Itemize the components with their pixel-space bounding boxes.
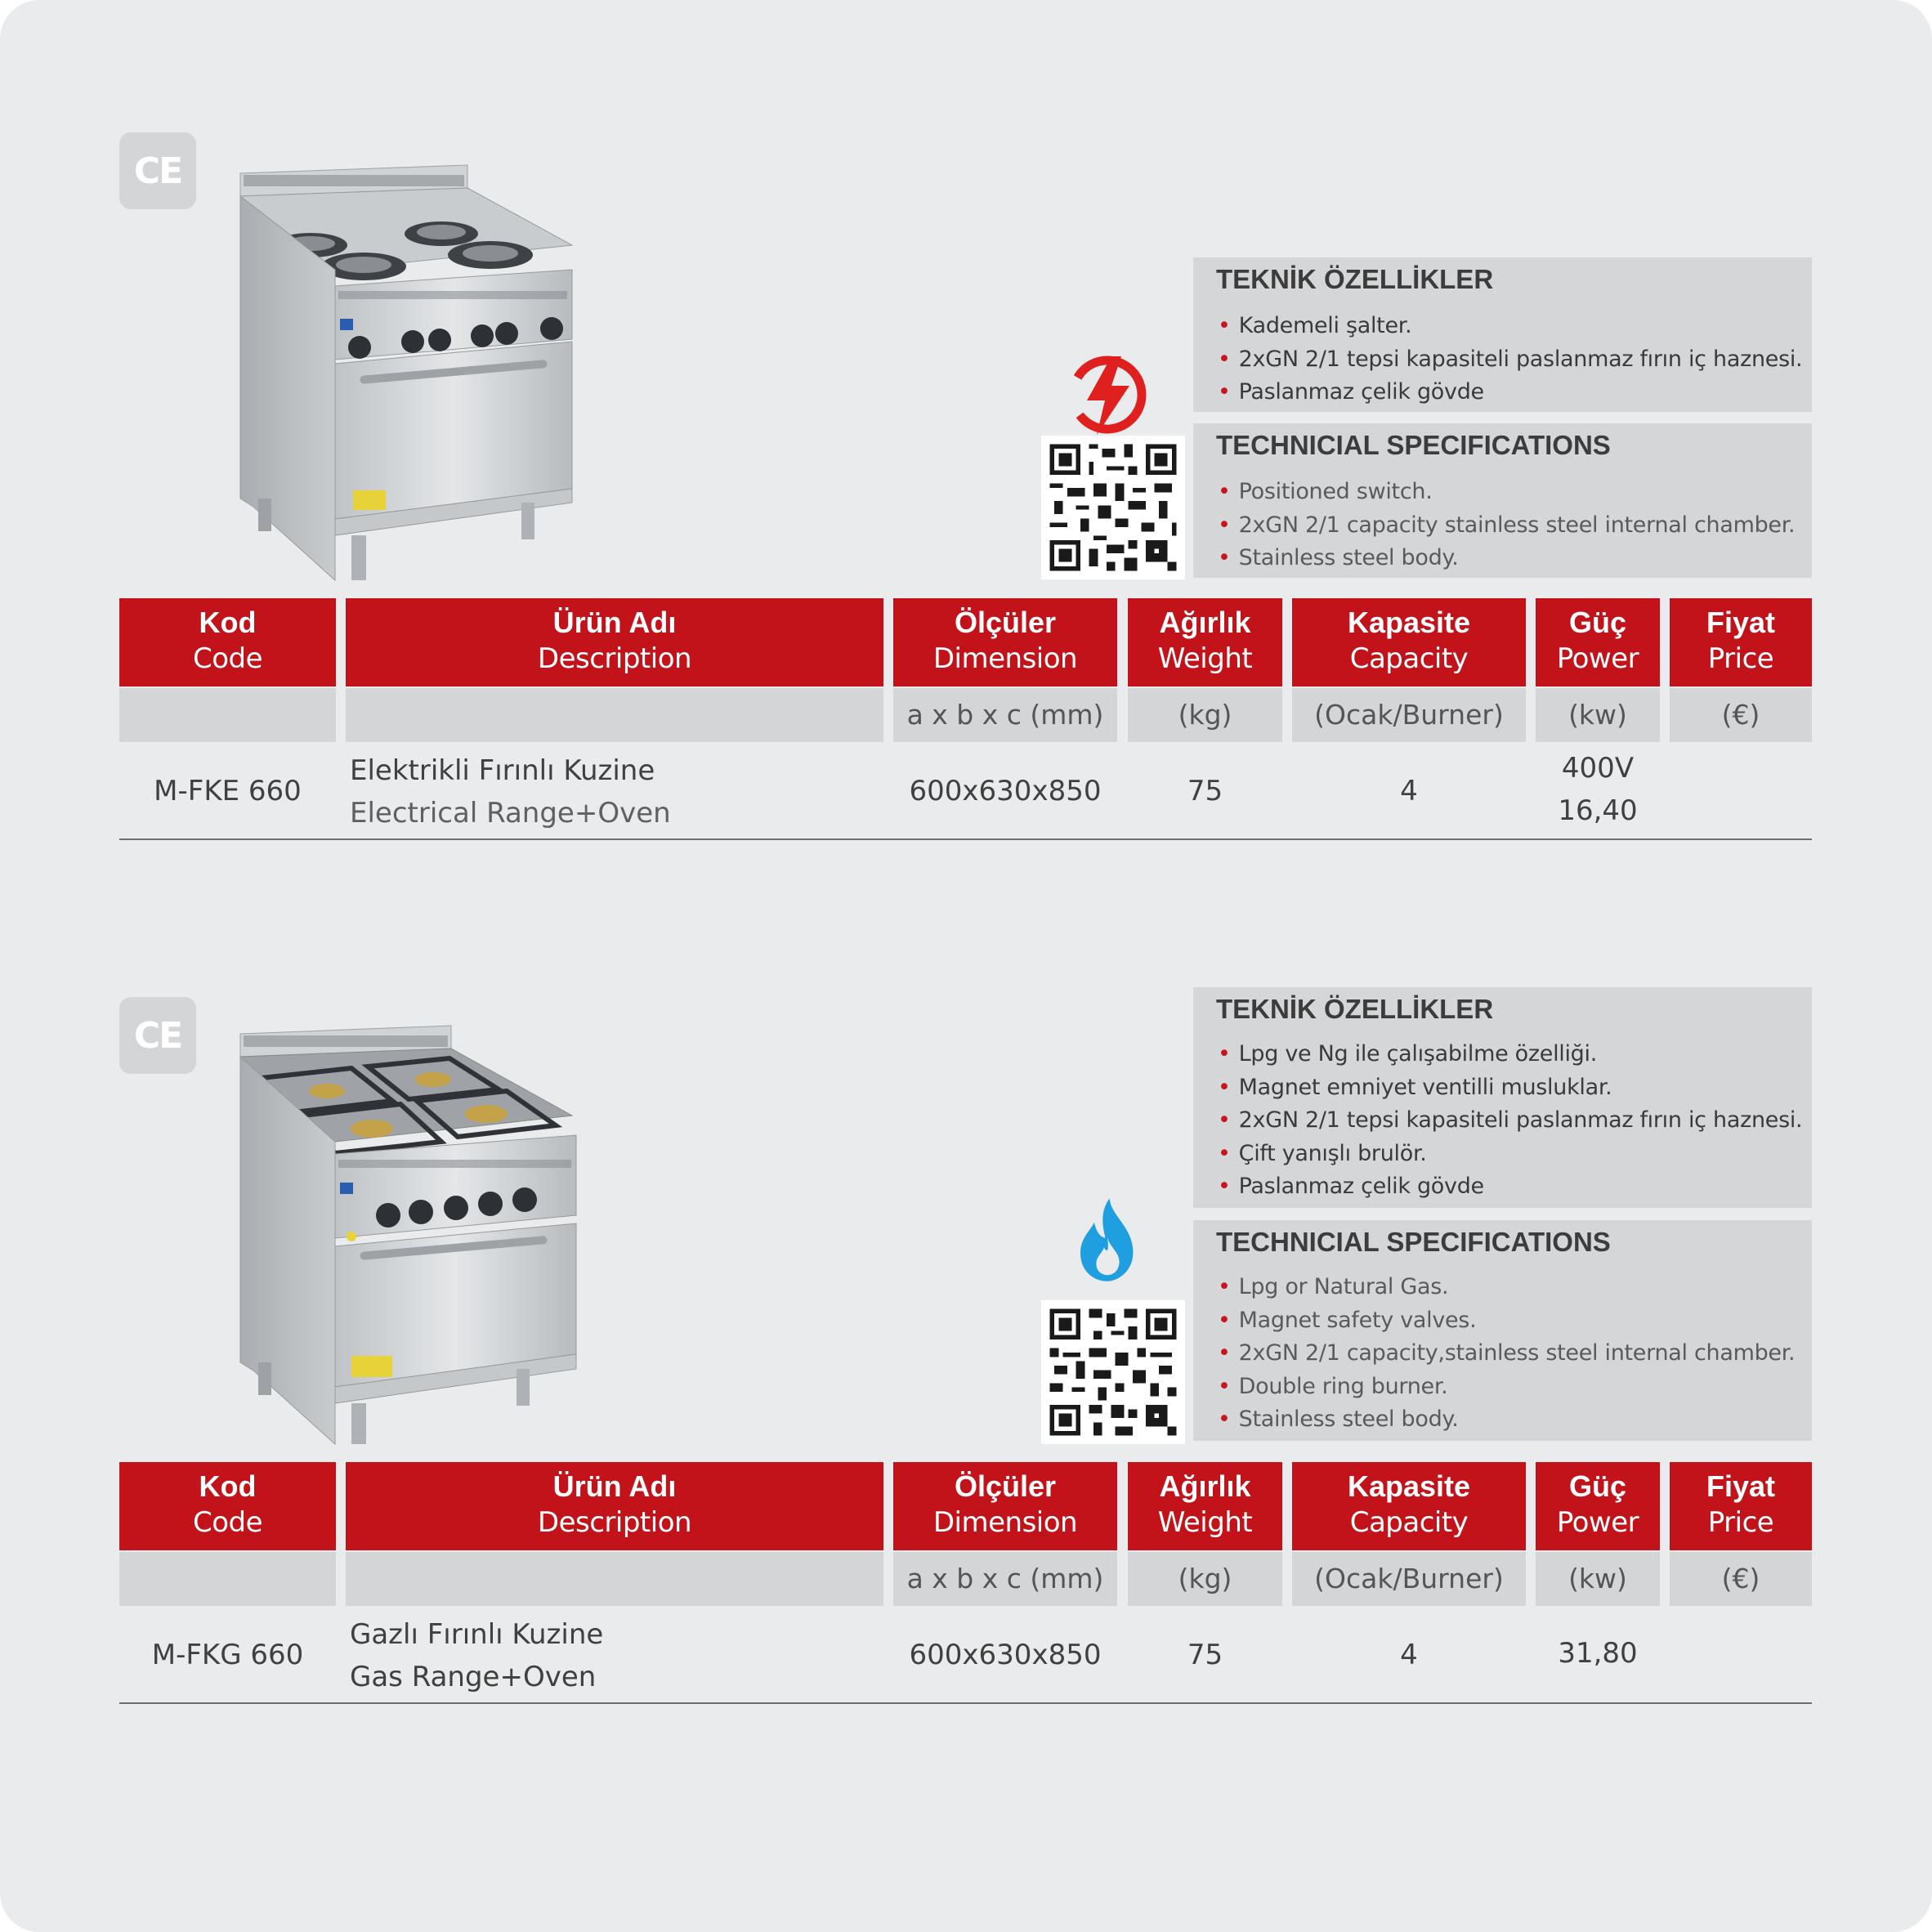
unit-cell-price: (€) — [1670, 688, 1812, 742]
product-name-en: Electrical Range+Oven — [350, 797, 671, 830]
unit-cell-code — [119, 688, 336, 742]
product-capacity: 4 — [1400, 1639, 1418, 1671]
spec-item: • Magnet emniyet ventilli musluklar. — [1218, 1071, 1802, 1105]
spec-list-tr — [1218, 310, 1802, 409]
product-code: M-FKG 660 — [151, 1639, 304, 1671]
col-header-price: Fiyat Price — [1670, 598, 1812, 686]
spec-item: • Paslanmaz çelik gövde — [1218, 376, 1802, 409]
product-weight: 75 — [1187, 1639, 1223, 1671]
qr-code-electric[interactable] — [1041, 436, 1185, 579]
col-header-capacity: Kapasite Capacity — [1292, 1462, 1526, 1550]
col-header-price: Fiyat Price — [1670, 1462, 1812, 1550]
row-divider — [119, 1702, 1812, 1704]
product-code: M-FKE 660 — [154, 775, 302, 807]
unit-cell-price: (€) — [1670, 1552, 1812, 1606]
product-name-tr: Gazlı Fırınlı Kuzine — [350, 1618, 604, 1651]
unit-cell-description — [346, 688, 883, 742]
spec-item: • Çift yanışlı brulör. — [1218, 1138, 1802, 1171]
spec-item: • Positioned switch. — [1218, 476, 1795, 509]
product-section-electric — [0, 0, 1932, 830]
spec-item: • 2xGN 2/1 tepsi kapasiteli paslanmaz fırın iç haznesi. — [1218, 1104, 1802, 1138]
unit-cell-description — [346, 1552, 883, 1606]
col-header-description: Ürün Adı Description — [346, 1462, 883, 1550]
gas-range-oven-image — [229, 1019, 605, 1452]
product-weight: 75 — [1187, 775, 1223, 807]
spec-list-tr — [1218, 1038, 1802, 1204]
col-header-code: Kod Code — [119, 1462, 336, 1550]
unit-cell-power: (kw) — [1536, 688, 1660, 742]
unit-cell-capacity: (Ocak/Burner) — [1292, 1552, 1526, 1606]
gas-flame-icon — [1062, 1195, 1152, 1285]
spec-item: • Kademeli şalter. — [1218, 310, 1802, 343]
col-header-dimension: Ölçüler Dimension — [893, 598, 1117, 686]
product-voltage: 400V — [1561, 752, 1635, 785]
spec-item: • 2xGN 2/1 capacity stainless steel internal chamber. — [1218, 509, 1795, 543]
col-header-weight: Ağırlık Weight — [1128, 1462, 1282, 1550]
spec-item: • 2xGN 2/1 capacity,stainless steel internal chamber. — [1218, 1337, 1795, 1371]
spec-item: • Stainless steel body. — [1218, 542, 1795, 575]
spec-item: • Paslanmaz çelik gövde — [1218, 1170, 1802, 1204]
spec-title-en: TECHNICIAL SPECIFICATIONS — [1216, 1227, 1611, 1257]
spec-item: • Double ring burner. — [1218, 1371, 1795, 1404]
product-power: 16,40 — [1558, 794, 1638, 827]
ce-mark-badge: CE — [119, 997, 196, 1074]
col-header-code: Kod Code — [119, 598, 336, 686]
product-dimension: 600x630x850 — [909, 1639, 1102, 1671]
electric-bolt-icon — [1062, 350, 1152, 440]
spec-item: • Lpg ve Ng ile çalışabilme özelliği. — [1218, 1038, 1802, 1071]
unit-cell-code — [119, 1552, 336, 1606]
product-section-gas — [0, 864, 1932, 1693]
unit-cell-dimension: a x b x c (mm) — [893, 688, 1117, 742]
spec-item: • 2xGN 2/1 tepsi kapasiteli paslanmaz fırın iç haznesi. — [1218, 343, 1802, 377]
col-header-dimension: Ölçüler Dimension — [893, 1462, 1117, 1550]
ce-mark-badge: CE — [119, 132, 196, 209]
product-power: 31,80 — [1558, 1637, 1638, 1670]
product-name-tr: Elektrikli Fırınlı Kuzine — [350, 754, 655, 787]
col-header-description: Ürün Adı Description — [346, 598, 883, 686]
product-dimension: 600x630x850 — [909, 775, 1102, 807]
spec-box-tr — [1193, 257, 1812, 412]
spec-box-en — [1193, 423, 1812, 578]
qr-code-gas[interactable] — [1041, 1300, 1185, 1444]
product-capacity: 4 — [1400, 775, 1418, 807]
spec-list-en — [1218, 1271, 1795, 1437]
spec-box-tr — [1193, 987, 1812, 1208]
spec-title-en: TECHNICIAL SPECIFICATIONS — [1216, 430, 1611, 460]
row-divider — [119, 839, 1812, 840]
spec-item: • Lpg or Natural Gas. — [1218, 1271, 1795, 1304]
spec-item: • Stainless steel body. — [1218, 1403, 1795, 1437]
unit-cell-dimension: a x b x c (mm) — [893, 1552, 1117, 1606]
col-header-weight: Ağırlık Weight — [1128, 598, 1282, 686]
spec-title-tr: TEKNİK ÖZELLİKLER — [1216, 994, 1494, 1024]
spec-item: • Magnet safety valves. — [1218, 1304, 1795, 1338]
unit-cell-weight: (kg) — [1128, 688, 1282, 742]
unit-cell-capacity: (Ocak/Burner) — [1292, 688, 1526, 742]
spec-box-en — [1193, 1220, 1812, 1441]
product-name-en: Gas Range+Oven — [350, 1661, 597, 1693]
electric-range-oven-image — [229, 155, 605, 588]
unit-cell-power: (kw) — [1536, 1552, 1660, 1606]
spec-list-en — [1218, 476, 1795, 575]
col-header-capacity: Kapasite Capacity — [1292, 598, 1526, 686]
col-header-power: Güç Power — [1536, 1462, 1660, 1550]
spec-title-tr: TEKNİK ÖZELLİKLER — [1216, 264, 1494, 294]
unit-cell-weight: (kg) — [1128, 1552, 1282, 1606]
col-header-power: Güç Power — [1536, 598, 1660, 686]
